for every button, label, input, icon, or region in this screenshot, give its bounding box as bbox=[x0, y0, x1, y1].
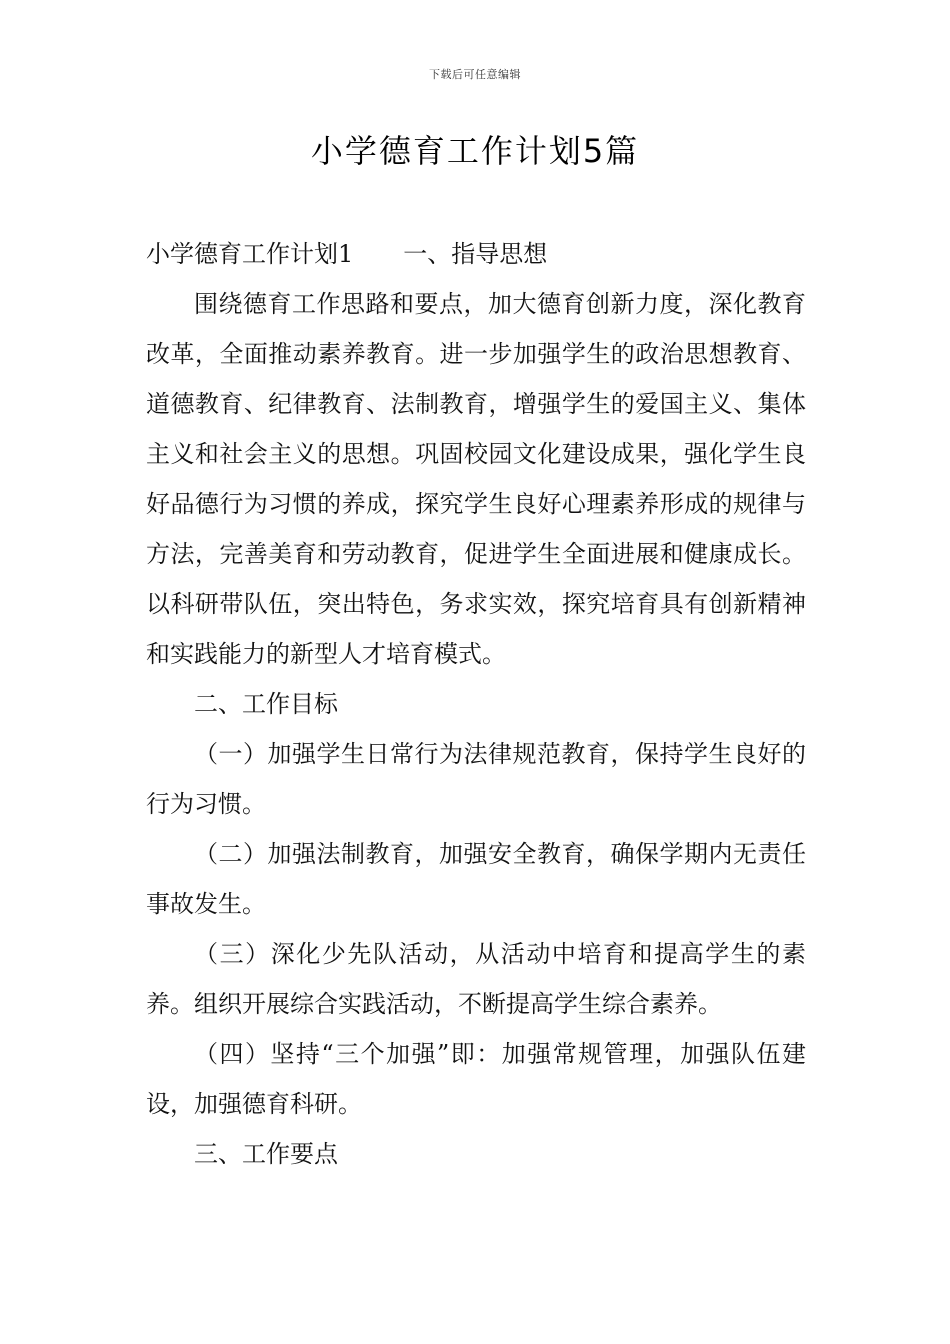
goal-item-4: （四）坚持“三个加强”即：加强常规管理，加强队伍建设，加强德育科研。 bbox=[146, 1040, 806, 1118]
section-heading-guiding-ideology: 一、指导思想 bbox=[403, 240, 548, 268]
first-line bbox=[146, 229, 806, 279]
section-heading-work-goals: 二、工作目标 bbox=[194, 690, 338, 718]
goal-item-2: （二）加强法制教育，加强安全教育，确保学期内无责任事故发生。 bbox=[146, 840, 806, 918]
document-title: 小学德育工作计划5篇 bbox=[310, 132, 640, 170]
paragraph-guiding-ideology: 围绕德育工作思路和要点，加大德育创新力度，深化教育改革，全面推动素养教育。进一步加强学生的政治思想教育、道德教育、纪律教育、法制教育，增强学生的爱国主义、集体主义和社会主义的思想。巩固校园文化建设成果，强化学生良好品德行为习惯的养成，探究学生良好心理素养形成的规律与方法，完善美育和劳动教育，促进学生全面进展和健康成长。以科研带队伍，突出特色，务求实效，探究培育具有创新精神和实践能力的新型人才培育模式。 bbox=[146, 290, 806, 668]
goal-item-1: （一）加强学生日常行为法律规范教育，保持学生良好的行为习惯。 bbox=[146, 740, 806, 818]
document-body bbox=[146, 229, 806, 1179]
header-note: 下载后可任意编辑 bbox=[429, 68, 521, 81]
section-heading-work-points: 三、工作要点 bbox=[194, 1140, 338, 1168]
goal-item-3: （三）深化少先队活动，从活动中培育和提高学生的素养。组织开展综合实践活动，不断提高学生综合素养。 bbox=[146, 940, 806, 1018]
plan-label: 小学德育工作计划1 bbox=[146, 240, 354, 268]
